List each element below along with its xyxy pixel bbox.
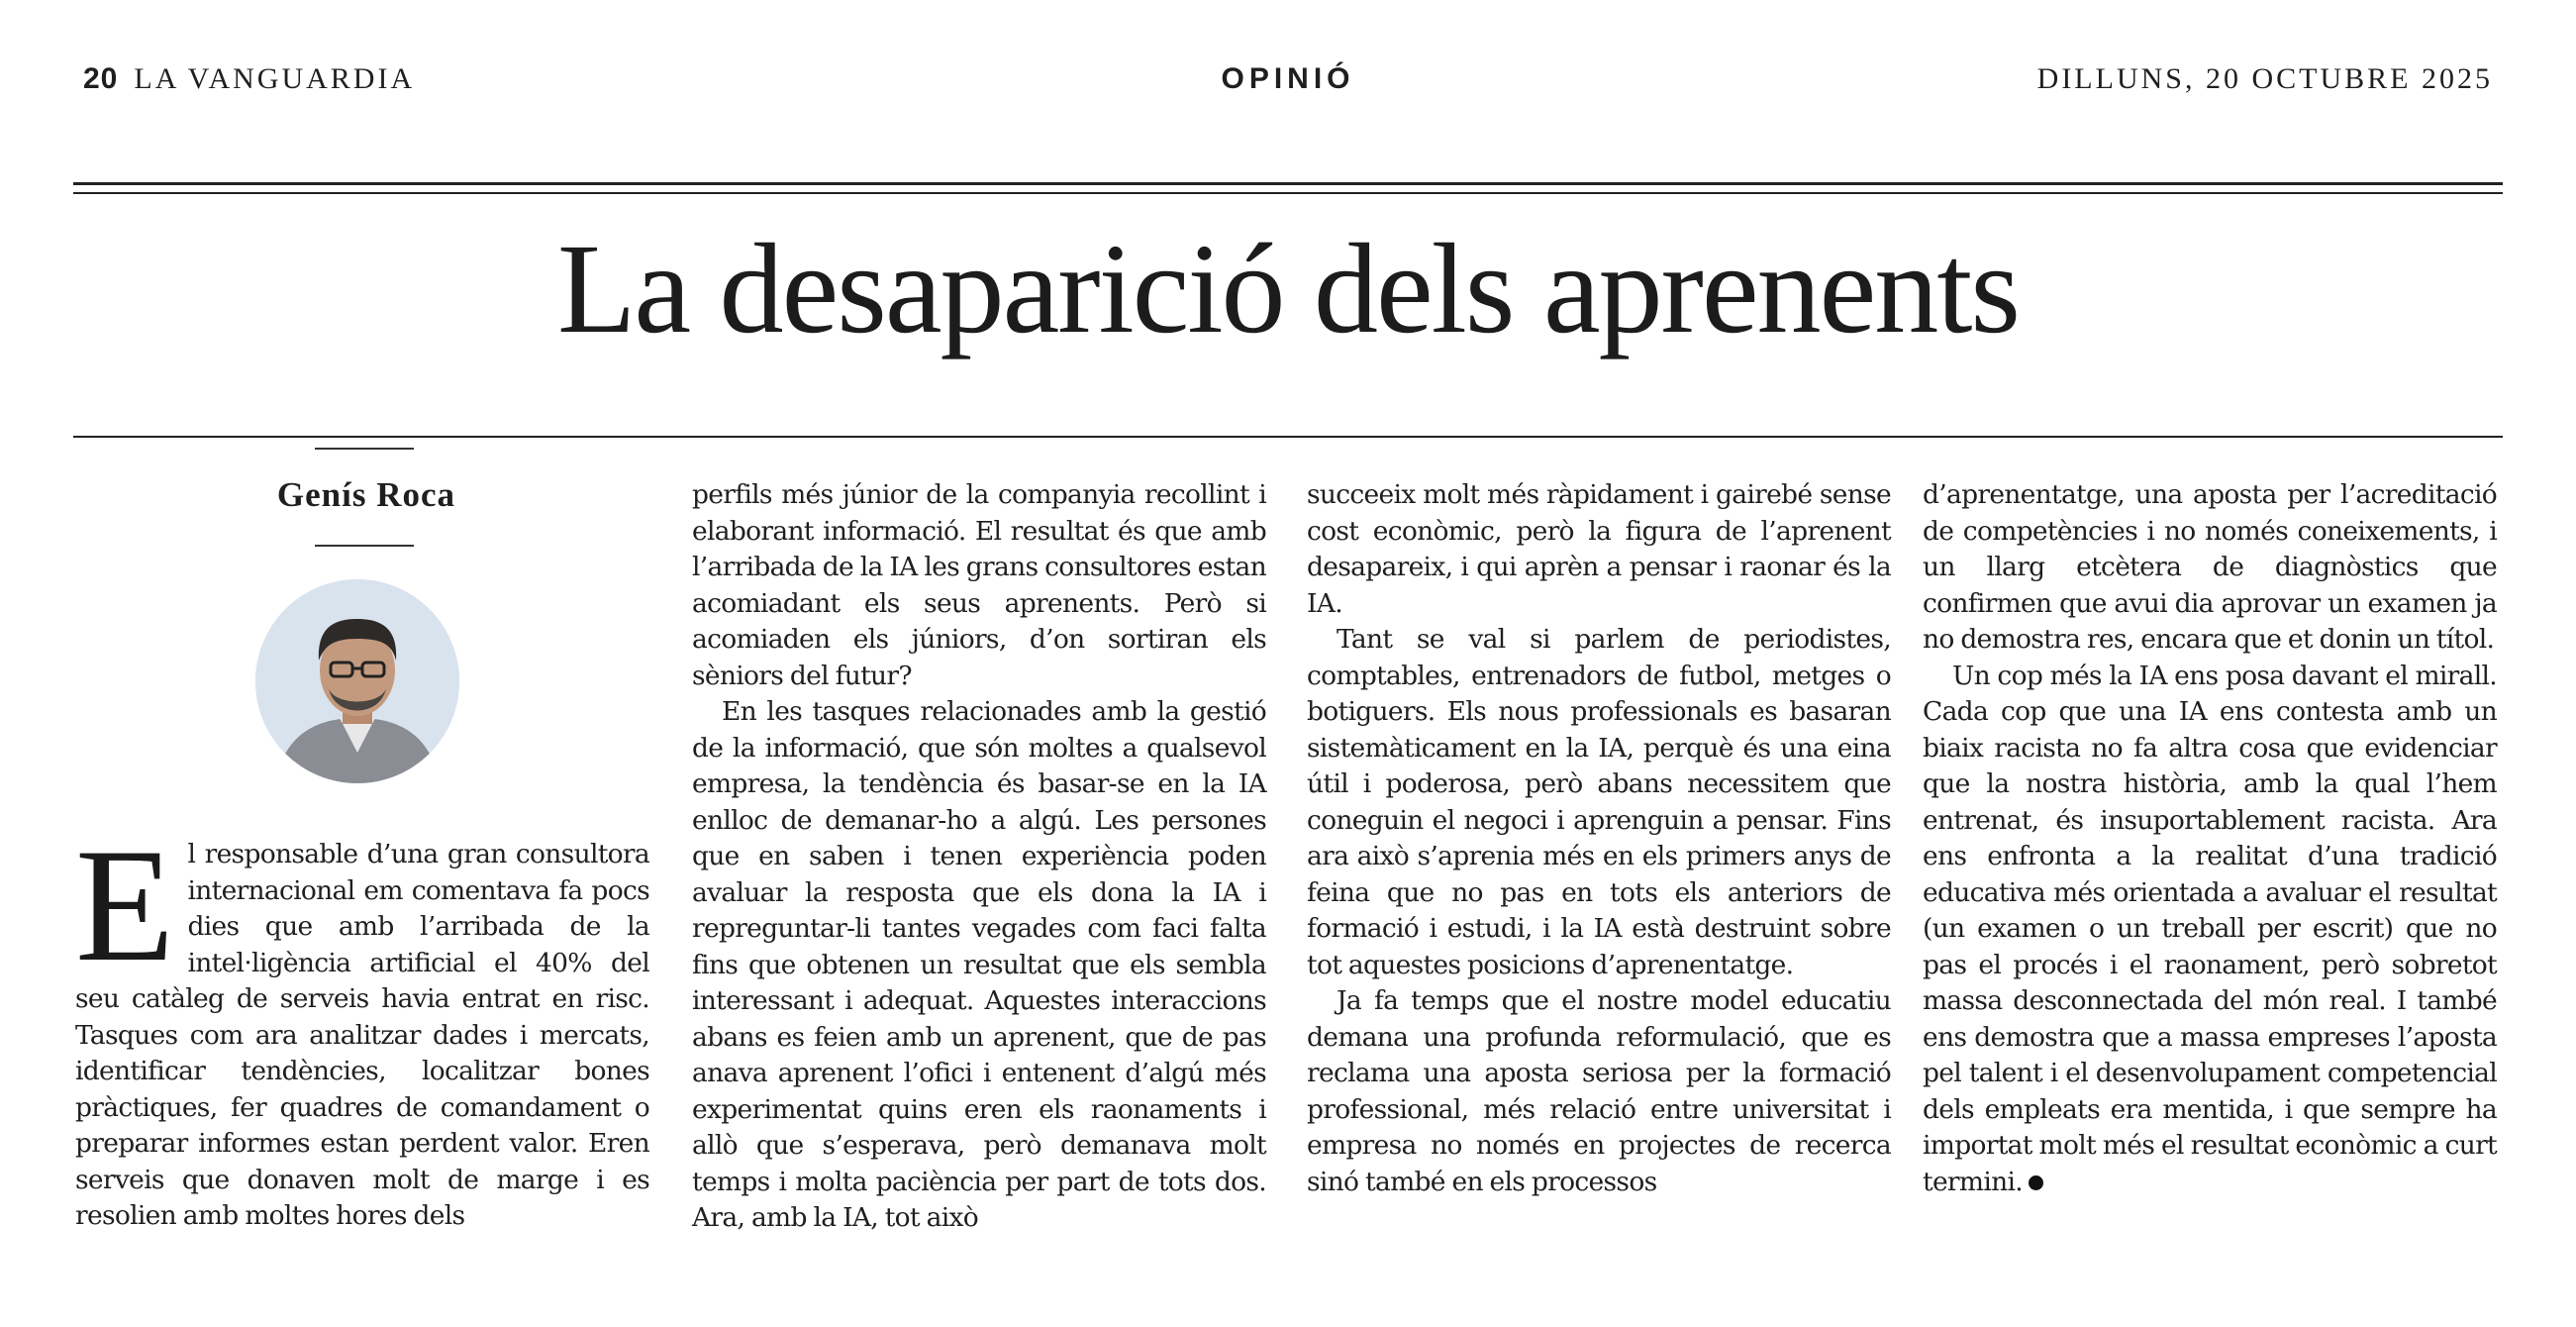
paragraph: d’aprenentatge, una aposta per l’acreditació de competències i no només coneixements, i un llarg etcètera de diagnòstics que confirmen que avui dia aprovar un examen ja no demostra res, encara que et donin un títol.: [1923, 479, 2497, 655]
author-name: Genís Roca: [276, 475, 456, 514]
publication-name: LA VANGUARDIA: [134, 62, 416, 95]
author-photo: [255, 579, 459, 783]
paragraph: l responsable d’una gran consultora internacional em comentava fa pocs dies que amb l’arribada de la intel·ligència artificial el 40% del seu catàleg de serveis havia entrat en risc. Tasques com ara analitzar dades i mercats, identificar tendències, localitzar bones pràctiques, fer quadres de comandament o preparar informes estan perdent valor. Eren serveis que donaven molt de marge i es resolien amb moltes hores dels: [75, 839, 649, 1231]
byline-rule-top: [315, 448, 414, 450]
header-rule-thin: [73, 192, 2503, 194]
author-portrait-image: [255, 579, 459, 783]
article-headline: La desaparició dels aprenents: [556, 218, 2020, 360]
paragraph: succeeix molt més ràpidament i gairebé sense cost econòmic, però la figura de l’aprenent desapareix, i qui aprèn a pensar i raonar és la IA.: [1307, 479, 1891, 619]
headline-rule: [73, 436, 2503, 438]
paragraph: En les tasques relacionades amb la gestió de la informació, que són moltes a qualsevol empresa, la tendència és basar-se en la IA enlloc de demanar-ho a algú. Les persones que en saben i tenen experiència poden avaluar la resposta que els dona la IA i repreguntar-li tantes vegades com faci falta fins que obtenen un resultat que els sembla interessant i adequat. Aquestes interaccions abans es feien amb un aprenent, que de pas anava aprenent l’ofici i entenent d’algú més experimentat quins eren els raonaments i allò que s’esperava, però demanava molt temps i molta paciència per part de tots dos. Ara, amb la IA, tot això: [692, 696, 1266, 1233]
article-column-1: [75, 816, 649, 1235]
header-rule-thick: [73, 182, 2503, 185]
paragraph: Tant se val si parlem de periodistes, comptables, entrenadors de futbol, metges o botiguers. Els nous professionals es basaran sistemàticament en la IA, perquè és una eina útil i poderosa, però abans necessitem que coneguin el negoci i aprenguin a pensar. Fins ara això s’aprenia més en els primers anys de feina que no pas en tots els anteriors de formació i estudi, i la IA està destruint sobre tot aquestes posicions d’aprenentatge.: [1307, 624, 1891, 980]
paragraph-final: [1923, 659, 2497, 1201]
paragraph: perfils més júnior de la companyia recollint i elaborant informació. El resultat és que amb l’arribada de la IA les grans consultores estan acomiadant els seus aprenents. Però si acomiaden els júniors, d’on sortiran els sèniors del futur?: [692, 479, 1266, 691]
paragraph-text: Un cop més la IA ens posa davant el mirall. Cada cop que una IA ens contesta amb un biaix racista no fa altra cosa que evidenciar que la nostra història, amb la qual l’hem entrenat, és insuportablement racista. Ara ens enfronta a la realitat d’una tradició educativa més orientada a avaluar el resultat (un examen o un treball per escrit) que no pas el procés i el raonament, però sobretot massa desconnectada del món real. I també ens demostra que a massa empreses l’aposta pel talent i el desenvolupament competencial dels empleats era mentida, i que sempre ha importat molt més el resultat econòmic a curt termini.: [1923, 660, 2497, 1197]
article-column-3: [1307, 477, 1891, 1200]
page-number: 20: [83, 62, 119, 95]
issue-date: DILLUNS, 20 OCTUBRE 2025: [2036, 62, 2493, 95]
section-name: OPINIÓ: [1221, 62, 1355, 95]
byline-rule-bottom: [315, 545, 414, 547]
paragraph: Ja fa temps que el nostre model educatiu demana una profunda reformulació, que es reclama una aposta seriosa per la formació professional, més relació entre universitat i empresa no només en projectes de recerca sinó també en els processos: [1307, 985, 1891, 1197]
drop-cap: E: [75, 816, 174, 995]
article-column-4: [1923, 477, 2497, 1200]
end-of-article-mark: [2029, 1175, 2043, 1190]
article-column-2: [692, 477, 1266, 1237]
